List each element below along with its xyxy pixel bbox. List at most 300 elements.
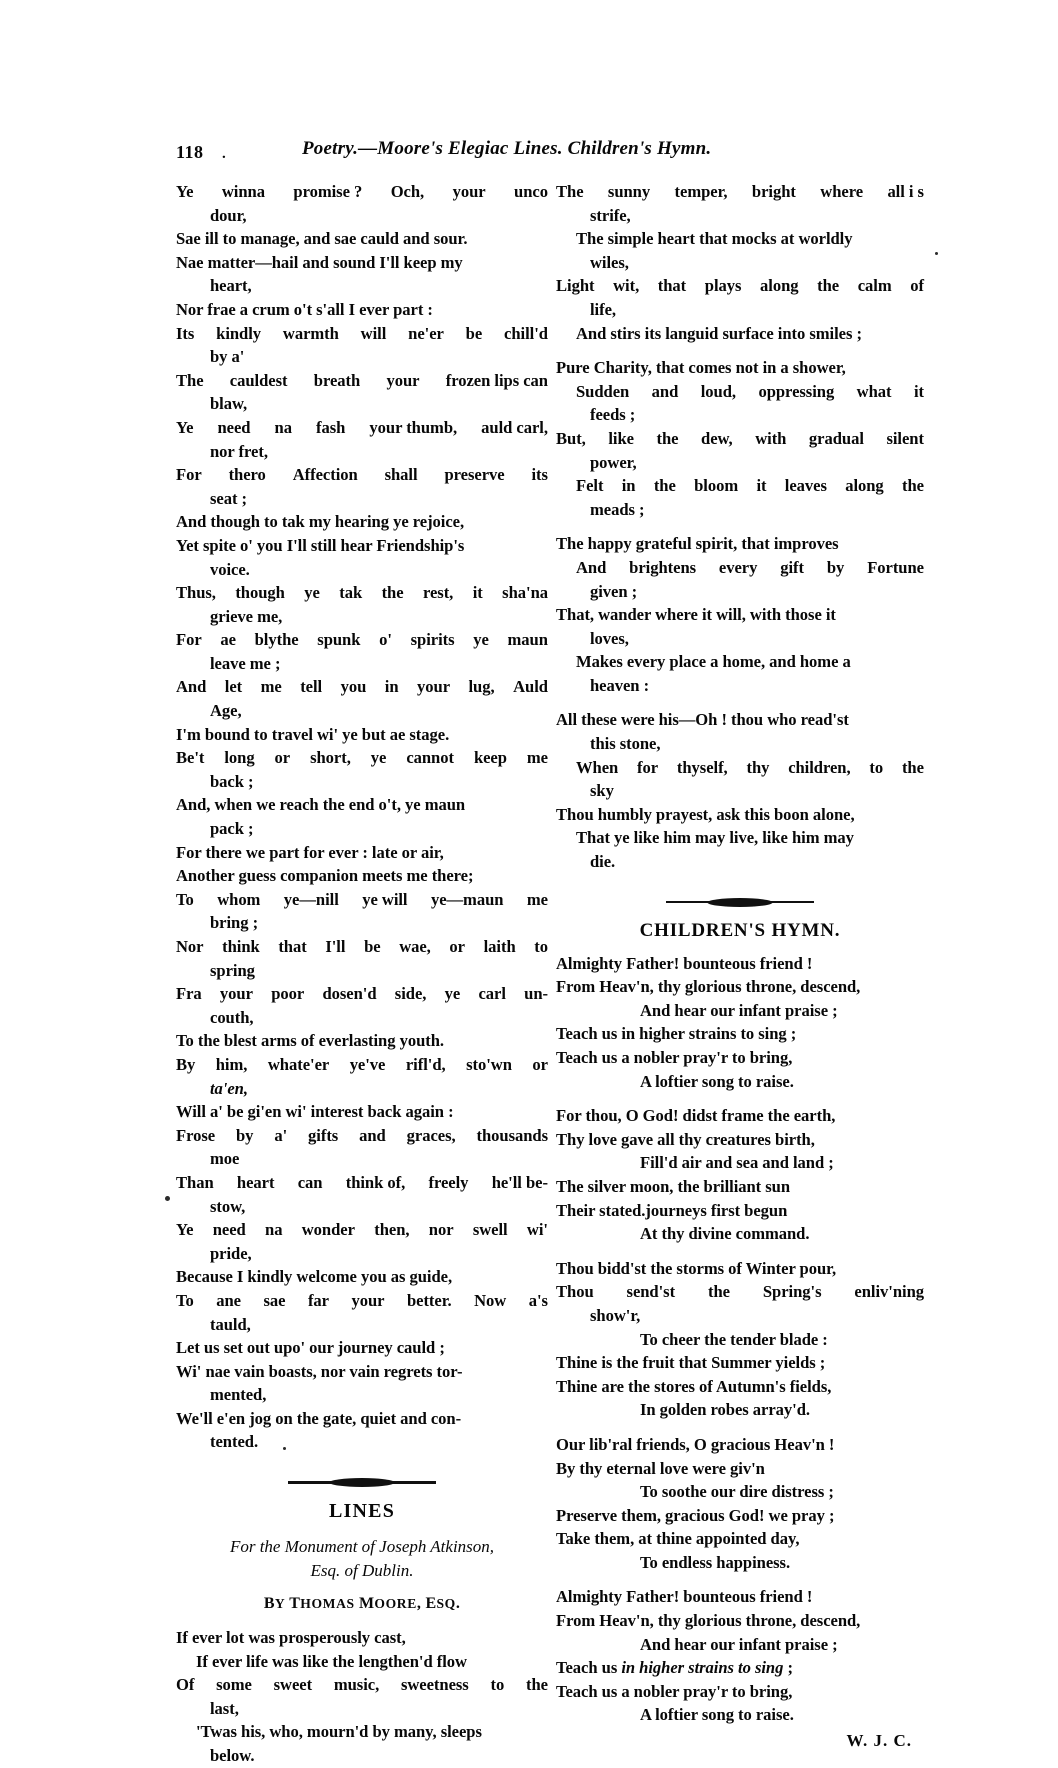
verse-word-group: o' — [379, 630, 392, 650]
verse-line: mented, — [210, 1385, 267, 1405]
verse-word-group: The — [176, 370, 204, 390]
verse-word-group: your — [219, 984, 253, 1004]
verse-word-group: along — [760, 276, 799, 296]
verse-word-group: better. — [406, 1290, 452, 1310]
verse-word-group: For — [176, 630, 202, 650]
verse-word-group: rifl'd, — [405, 1054, 446, 1074]
verse-line: Our lib'ral friends, O gracious Heav'n ! — [556, 1434, 835, 1454]
verse-line: pack ; — [210, 819, 254, 839]
verse-word-group: To — [176, 889, 194, 909]
verse-word-group: laith — [483, 937, 516, 956]
verse-line: And hear our infant praise ; — [640, 1000, 838, 1020]
verse-word-group: ye—nill — [283, 889, 339, 909]
running-head-title: Poetry.—Moore's Elegiac Lines. Children's Hymn. — [302, 138, 712, 159]
verse-line: Almighty Father! bounteous friend ! — [556, 953, 813, 973]
verse-word-group: the — [653, 476, 676, 496]
verse-word-group: or — [532, 1054, 548, 1074]
verse-word-group: swell — [472, 1220, 508, 1240]
ink-speck — [935, 252, 938, 255]
verse-line — [176, 1053, 548, 1077]
verse-word-group: in — [384, 677, 399, 697]
verse-line: I'm bound to travel wi' ye but ae stage. — [176, 724, 450, 744]
byline-char: . — [455, 1595, 461, 1613]
verse-line: Teach us a nobler pray'r to bring, — [556, 1048, 793, 1067]
stanza-gap — [556, 1093, 924, 1104]
verse-line: In golden robes array'd. — [640, 1400, 810, 1420]
verse-word-group: kindly — [216, 323, 262, 343]
verse-line: Thou bidd'st the storms of Winter pour, — [556, 1258, 837, 1278]
verse-line: To endless happiness. — [640, 1552, 791, 1572]
stanza-gap — [556, 521, 924, 532]
verse-word-group: wi' — [526, 1220, 548, 1240]
verse-word-group: for — [637, 757, 659, 777]
lines-byline — [176, 1595, 548, 1613]
verse-word-group: in — [621, 476, 636, 496]
verse-line: A loftier song to raise. — [640, 1705, 794, 1725]
verse-line: And though to tak my hearing ye rejoice, — [176, 512, 465, 532]
verse-word-group: breath — [313, 370, 361, 390]
lines-subtitle-line-1: For the Monument of Joseph Atkinson, — [229, 1537, 495, 1557]
verse-word-group: Be't — [176, 748, 205, 768]
verse-word-group: by — [826, 557, 845, 577]
verse-word-group: the — [656, 428, 679, 448]
verse-line — [176, 1673, 548, 1697]
verse-word-group: your — [417, 677, 451, 697]
verse-word-group: By — [176, 1054, 196, 1074]
verse-word-group: whom — [217, 889, 261, 909]
verse-line: Pure Charity, that comes not in a shower, — [556, 358, 846, 378]
verse-word-group: unco — [514, 182, 548, 201]
verse-word-group: think of, — [345, 1172, 406, 1192]
verse-word-group: thy — [746, 757, 770, 777]
stanza-gap — [556, 1246, 924, 1257]
hymn-stanza — [556, 1585, 924, 1727]
folio-dot: . — [222, 146, 226, 162]
verse-word-group: ye—maun — [430, 889, 504, 909]
verse-word-group: be — [465, 323, 483, 343]
verse-line: blaw, — [210, 394, 248, 414]
verse-line: Because I kindly welcome you as guide, — [176, 1267, 453, 1287]
verse-word-group: wae, — [399, 937, 431, 956]
verse-line: And, when we reach the end o't, ye maun — [176, 795, 466, 815]
verse-word-group: be — [364, 937, 381, 956]
verse-word-group: Its — [176, 323, 195, 343]
verse-line: strife, — [590, 205, 631, 225]
verse-line — [176, 369, 548, 393]
verse-word-group: your — [351, 1290, 385, 1310]
verse-word-group: cauldest — [229, 370, 288, 390]
verse-word-group: it — [472, 583, 483, 603]
verse-word-group: ye've — [349, 1054, 386, 1074]
verse-word-group: and — [359, 1125, 386, 1145]
verse-word-group: gifts — [308, 1125, 339, 1145]
verse-line — [556, 474, 924, 498]
verse-line: Age, — [210, 701, 242, 721]
byline-char: E — [425, 1595, 437, 1613]
verse-line: To soothe our dire distress ; — [640, 1482, 834, 1502]
verse-line: couth, — [210, 1007, 254, 1027]
section-ornament — [556, 890, 924, 912]
verse-word-group: maun — [507, 630, 548, 650]
verse-word-group: like — [608, 428, 634, 448]
verse-line — [176, 1171, 548, 1195]
verse-line: Yet spite o' you I'll still hear Friendship's — [176, 535, 465, 555]
hymn-stanzas — [556, 952, 924, 1727]
verse-line: tauld, — [210, 1314, 251, 1334]
verse-line — [176, 463, 548, 487]
hymn-stanza — [556, 1104, 924, 1246]
verse-word-group: that — [278, 937, 307, 956]
stanza-gap — [556, 697, 924, 708]
running-head — [150, 138, 930, 164]
verse-word-group: frozen lips can — [445, 370, 548, 390]
verse-line — [556, 1280, 924, 1304]
verse-line: life, — [590, 299, 617, 319]
verse-word-group: ye — [444, 984, 461, 1004]
verse-line: Teach us in higher strains to sing ; — [556, 1024, 797, 1044]
verse-word-group: blythe — [254, 630, 299, 650]
verse-word-group: the — [901, 757, 924, 777]
verse-word-group: poor — [271, 984, 305, 1004]
verse-line: We'll e'en jog on the gate, quiet and con- — [176, 1408, 462, 1428]
verse-line: power, — [590, 452, 637, 472]
verse-line: To cheer the tender blade : — [640, 1329, 828, 1349]
lines-section-title: LINES — [328, 1500, 396, 1523]
verse-word-group: bright — [751, 182, 796, 201]
verse-line: If ever life was like the lengthen'd flow — [196, 1651, 467, 1671]
hymn-title: CHILDREN'S HYMN. — [639, 919, 841, 941]
verse-word-group: plays — [704, 276, 742, 296]
verse-word-group: thyself, — [676, 757, 728, 777]
verse-word-group: you — [340, 677, 367, 697]
byline-char: , — [416, 1595, 422, 1613]
verse-line: nor fret, — [210, 441, 268, 461]
verse-line: Almighty Father! bounteous friend ! — [556, 1587, 813, 1607]
verse-word-group: graces, — [406, 1125, 456, 1145]
verse-word-group: though — [235, 583, 285, 603]
elegy-continuation-left — [176, 180, 548, 1454]
verse-word-group: long — [224, 748, 255, 768]
verse-word-group: then, — [374, 1220, 410, 1240]
verse-word-group: Ye — [176, 182, 194, 201]
verse-word-group: or — [274, 748, 291, 768]
verse-word-group: fash — [316, 417, 346, 437]
verse-word-group: it — [913, 381, 924, 401]
verse-word-group: dew, — [701, 428, 733, 448]
verse-line: Thine is the fruit that Summer yields ; — [556, 1353, 826, 1373]
verse-word-group: a's — [528, 1290, 548, 1310]
verse-line: dour, — [210, 205, 247, 225]
verse-word-group: your thumb, — [369, 417, 458, 437]
verse-line — [556, 380, 924, 404]
verse-word-group: side, — [394, 984, 427, 1004]
verse-word-group: it — [756, 476, 767, 496]
verse-line: die. — [590, 852, 616, 872]
verse-line: Preserve them, gracious God! we pray ; — [556, 1505, 835, 1525]
verse-word-group: every — [718, 557, 758, 577]
verse-word-group: heart — [236, 1172, 275, 1192]
verse-line: meads ; — [590, 499, 645, 519]
verse-word-group: tak — [339, 583, 363, 603]
verse-word-group: carl — [478, 984, 506, 1004]
verse-word-group: me — [526, 889, 548, 909]
verse-word-group: shall — [384, 465, 418, 485]
verse-line: seat ; — [210, 488, 248, 508]
verse-word-group: the — [817, 276, 840, 296]
verse-word-group: with — [755, 428, 787, 448]
verse-word-group: spirits — [410, 630, 455, 650]
byline-char: M — [322, 1596, 337, 1612]
verse-word-group: Thou — [556, 1282, 594, 1302]
verse-word-group: ye will — [362, 889, 408, 909]
verse-line: Thou humbly prayest, ask this boon alone, — [556, 804, 855, 824]
verse-line: ta'en, — [210, 1078, 248, 1098]
verse-word-group: can — [297, 1172, 323, 1192]
verse-word-group: loud, — [700, 381, 736, 401]
verse-word-group: spunk — [317, 630, 361, 650]
verse-line — [176, 1218, 548, 1242]
verse-line: pride, — [210, 1243, 252, 1263]
verse-line — [556, 274, 924, 298]
verse-line — [176, 746, 548, 770]
verse-word-group: short, — [310, 748, 351, 768]
verse-line: And stirs its languid surface into smiles ; — [576, 323, 862, 343]
verse-line: Nor frae a crum o't s'all I ever part : — [176, 299, 433, 319]
verse-line: All these were his—Oh ! thou who read'st — [556, 710, 849, 730]
verse-line: tented. — [210, 1432, 259, 1452]
verse-line — [176, 1289, 548, 1313]
byline-char: T — [289, 1595, 301, 1613]
verse-line: voice. — [210, 559, 250, 579]
verse-word-group: thousands — [476, 1125, 548, 1145]
left-column — [176, 180, 548, 1768]
verse-line: And hear our infant praise ; — [640, 1634, 838, 1654]
verse-word-group: Now — [474, 1290, 507, 1310]
verse-word-group: To — [176, 1290, 194, 1310]
verse-word-group: to — [869, 757, 884, 777]
verse-line — [176, 1124, 548, 1148]
section-ornament — [176, 1470, 548, 1492]
hymn-stanza — [556, 952, 924, 1094]
verse-word-group: Sudden — [576, 381, 630, 401]
verse-line: Nae matter—hail and sound I'll keep my — [176, 252, 463, 272]
verse-line: Will a' be gi'en wi' interest back again : — [176, 1102, 454, 1122]
verse-word-group: sweet — [273, 1675, 313, 1695]
verse-line: To the blest arms of everlasting youth. — [176, 1031, 444, 1051]
page-number: 118 — [176, 142, 204, 162]
verse-line — [176, 581, 548, 605]
byline-char: Q — [444, 1596, 456, 1612]
verse-word-group: Fortune — [867, 557, 924, 577]
verse-word-group: send'st — [626, 1282, 676, 1302]
verse-word-group: ye — [370, 748, 387, 768]
verse-line: Makes every place a home, and home a — [576, 652, 851, 672]
verse-word-group: along — [845, 476, 884, 496]
verse-line: That ye like him may live, like him may — [576, 828, 854, 848]
hymn-stanza — [556, 1257, 924, 1422]
verse-word-group: Affection — [292, 465, 358, 485]
verse-line: loves, — [590, 628, 629, 648]
verse-line: A loftier song to raise. — [640, 1071, 794, 1091]
verse-word-group: Nor — [176, 937, 204, 956]
verse-line: spring — [210, 960, 255, 980]
verse-word-group: some — [216, 1675, 252, 1695]
verse-word-group: your — [386, 370, 420, 390]
verse-line: Wi' nae vain boasts, nor vain regrets tor- — [176, 1361, 463, 1381]
verse-line: By thy eternal love were giv'n — [556, 1458, 765, 1478]
verse-word-group: keep — [473, 748, 507, 768]
verse-word-group: oppressing — [758, 381, 835, 401]
verse-line: given ; — [590, 581, 638, 601]
verse-word-group: sunny — [607, 182, 651, 201]
verse-line: heart, — [210, 276, 252, 296]
verse-word-group: enliv'ning — [854, 1282, 924, 1302]
verse-word-group: where — [820, 182, 864, 201]
verse-line: stow, — [210, 1196, 246, 1216]
verse-word-group: temper, — [674, 182, 728, 201]
verse-word-group: me — [526, 748, 548, 768]
right-column — [556, 180, 924, 1751]
verse-word-group: tell — [300, 677, 323, 697]
verse-word-group: to — [490, 1675, 505, 1695]
byline-char: H — [300, 1596, 312, 1612]
verse-word-group: bloom — [694, 476, 739, 496]
verse-word-group: Felt — [576, 476, 604, 496]
verse-word-group: think — [222, 937, 260, 956]
verse-line: 'Twas his, who, mourn'd by many, sleeps — [196, 1722, 482, 1742]
verse-word-group: need — [217, 417, 251, 437]
verse-word-group: And — [176, 677, 207, 697]
stanza-gap — [556, 1422, 924, 1433]
verse-word-group: the — [381, 583, 404, 603]
byline-char: A — [336, 1596, 347, 1612]
lines-subtitle-line-2: Esq. of Dublin. — [310, 1561, 414, 1581]
byline-char: S — [346, 1596, 355, 1612]
verse-line: The simple heart that mocks at worldly — [576, 229, 853, 249]
verse-line: From Heav'n, thy glorious throne, descend, — [556, 977, 861, 997]
verse-word-group: wit, — [613, 276, 640, 296]
verse-line: bring ; — [210, 913, 259, 933]
verse-line: Take them, at thine appointed day, — [556, 1529, 800, 1549]
verse-word-group: sae — [263, 1290, 286, 1310]
lines-section-subtitle — [176, 1535, 548, 1583]
verse-line — [176, 628, 548, 652]
elegy-continuation-right — [556, 180, 924, 874]
verse-word-group: For — [176, 465, 202, 485]
byline-char: O — [374, 1596, 386, 1612]
verse-word-group: Of — [176, 1675, 195, 1695]
verse-word-group: ne'er — [408, 323, 444, 343]
verse-word-group: I'll — [325, 937, 346, 956]
verse-line: show'r, — [590, 1305, 641, 1325]
verse-word-group: promise ? — [293, 182, 363, 201]
verse-word-group: its — [531, 465, 548, 485]
verse-line: The silver moon, the brilliant sun — [556, 1176, 791, 1196]
byline-char: R — [396, 1596, 408, 1612]
lines-verses — [176, 1626, 548, 1768]
verse-word-group: chill'd — [504, 323, 548, 343]
verse-word-group: rest, — [422, 583, 454, 603]
verse-line: moe — [210, 1149, 240, 1169]
verse-word-group: thero — [228, 465, 266, 485]
verse-word-group: leaves — [784, 476, 827, 496]
verse-word-group: sweetness — [400, 1675, 469, 1695]
verse-line — [176, 675, 548, 699]
verse-word-group: winna — [221, 182, 265, 201]
hymn-signature: W. J. C. — [846, 1731, 912, 1751]
verse-word-group: gift — [780, 557, 804, 577]
verse-word-group: music, — [333, 1675, 380, 1695]
byline-char: M — [358, 1595, 375, 1613]
verse-word-group: a' — [274, 1125, 288, 1145]
verse-word-group: And — [576, 557, 607, 577]
verse-word-group: Than — [176, 1172, 214, 1192]
verse-word-group: the — [902, 476, 924, 496]
verse-word-group: by — [235, 1125, 254, 1145]
verse-word-group: When — [576, 757, 619, 777]
verse-word-group: Auld — [513, 677, 548, 697]
verse-line — [176, 888, 548, 912]
verse-line: Teach us in higher strains to sing ; — [556, 1658, 793, 1678]
verse-line: last, — [210, 1698, 239, 1718]
verse-line: feeds ; — [590, 405, 636, 425]
verse-line: by a' — [210, 347, 245, 367]
byline-char: Y — [274, 1596, 286, 1612]
verse-word-group: Fra — [176, 984, 202, 1004]
verse-line: Fill'd air and sea and land ; — [640, 1153, 834, 1173]
verse-emphasis: in higher strains to sing — [621, 1658, 784, 1678]
hymn-stanza — [556, 1433, 924, 1575]
verse-word-group: ye — [304, 583, 320, 603]
verse-word-group: silent — [886, 428, 924, 448]
verse-line: Thy love gave all thy creatures birth, — [556, 1129, 815, 1149]
byline-char: O — [311, 1596, 323, 1612]
verse-word-group: nor — [428, 1220, 454, 1240]
verse-word-group: calm — [857, 276, 892, 296]
verse-word-group: children, — [788, 757, 851, 777]
verse-word-group: need — [212, 1220, 246, 1240]
verse-line: Let us set out upo' our journey cauld ; — [176, 1338, 445, 1358]
verse-word-group: or — [449, 937, 465, 956]
verse-word-group: the — [525, 1675, 548, 1695]
verse-line: From Heav'n, thy glorious throne, descend, — [556, 1611, 861, 1631]
verse-word-group: Thus, — [176, 583, 216, 603]
verse-word-group: brightens — [629, 557, 697, 577]
verse-word-group: will — [360, 323, 387, 343]
verse-line — [176, 416, 548, 440]
verse-word-group: far — [307, 1290, 329, 1310]
verse-word-group: lug, — [468, 677, 495, 697]
byline-char: B — [263, 1595, 275, 1613]
verse-word-group: warmth — [282, 323, 339, 343]
verse-word-group: Ye — [176, 417, 194, 437]
verse-word-group: sto'wn — [466, 1054, 512, 1074]
verse-line: back ; — [210, 771, 254, 791]
verse-word-group: ye — [473, 630, 489, 650]
verse-line: For there we part for ever : late or air, — [176, 842, 444, 862]
byline-char: O — [385, 1596, 397, 1612]
verse-line: The happy grateful spirit, that improves — [556, 534, 839, 554]
verse-word-group: freely — [428, 1172, 469, 1192]
verse-word-group: na — [265, 1220, 283, 1240]
verse-word-group: Frose — [176, 1125, 216, 1145]
verse-line — [556, 756, 924, 780]
verse-word-group: dosen'd — [322, 984, 377, 1004]
verse-word-group: what — [856, 381, 892, 401]
verse-line — [556, 556, 924, 580]
verse-line — [176, 982, 548, 1006]
verse-line: For thou, O God! didst frame the earth, — [556, 1106, 836, 1126]
